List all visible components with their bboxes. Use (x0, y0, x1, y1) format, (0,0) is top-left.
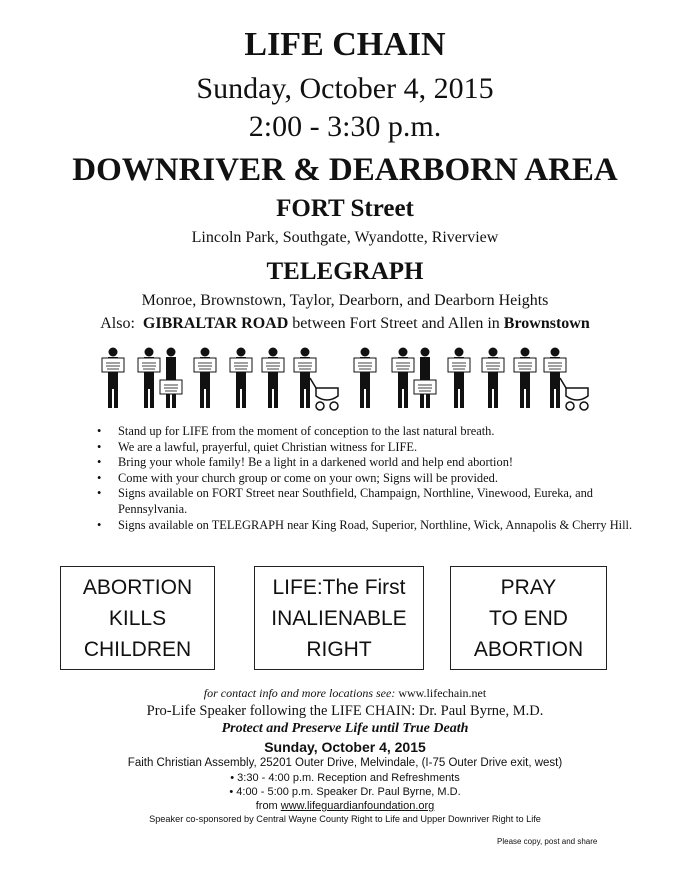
speaker-line: Pro-Life Speaker following the LIFE CHAIN: Dr. Paul Byrne, M.D. (146, 703, 544, 719)
foundation-link[interactable]: www.lifeguardianfoundation.org (280, 800, 435, 812)
person-head-icon (489, 348, 498, 357)
schedule-text: 3:30 - 4:00 p.m. Reception and Refreshments (237, 772, 460, 784)
telegraph-heading: TELEGRAPH (266, 258, 424, 285)
bullet-item: • Signs available on FORT Street near Southfield, Champaign, Northline, Vinewood, Eureka, and Pennsylvania. (97, 486, 637, 517)
person-head-icon (109, 348, 118, 357)
schedule-item: • 3:30 - 4:00 p.m. Reception and Refreshments (230, 772, 460, 784)
protest-sign-icon (544, 358, 566, 372)
fort-street-cities: Lincoln Park, Southgate, Wyandotte, Riverview (191, 229, 499, 246)
stroller-icon (566, 388, 588, 400)
also-prefix: Also: (100, 315, 135, 332)
venue-line: Faith Christian Assembly, 25201 Outer Drive, Melvindale, (I-75 Outer Drive exit, west) (127, 757, 563, 769)
fort-street-heading: FORT Street (276, 195, 414, 222)
sign-line: ABORTION (82, 575, 193, 599)
person-head-icon (361, 348, 370, 357)
person-head-icon (551, 348, 560, 357)
person-head-icon (201, 348, 210, 357)
also-city: Brownstown (503, 315, 590, 332)
info-bullet-list (97, 424, 637, 533)
sign-line: LIFE:The First (272, 575, 406, 599)
contact-prefix: for contact info and more locations see: (203, 686, 396, 700)
person-head-icon (167, 348, 176, 357)
area-heading: DOWNRIVER & DEARBORN AREA (72, 152, 618, 188)
event-time: 2:00 - 3:30 p.m. (248, 110, 442, 143)
protest-sign-icon (514, 358, 536, 372)
protest-sign-icon (294, 358, 316, 372)
schedule-item: • 4:00 - 5:00 p.m. Speaker Dr. Paul Byrne, M.D. (229, 786, 461, 798)
sign-line: CHILDREN (83, 637, 192, 661)
share-note: Please copy, post and share (497, 837, 598, 846)
sign-line: INALIENABLE (271, 606, 407, 630)
protest-sign-icon (138, 358, 160, 372)
sponsor-line: Speaker co-sponsored by Central Wayne County Right to Life and Upper Downriver Right to Life (149, 814, 541, 824)
telegraph-cities: Monroe, Brownstown, Taylor, Dearborn, and Dearborn Heights (141, 292, 549, 309)
bullet-item: • We are a lawful, prayerful, quiet Christian witness for LIFE. (97, 440, 637, 456)
speaker-date: Sunday, October 4, 2015 (264, 739, 426, 755)
protest-sign-icon (448, 358, 470, 372)
event-date: Sunday, October 4, 2015 (196, 72, 494, 105)
person-head-icon (421, 348, 430, 357)
protest-sign-icon (102, 358, 124, 372)
protest-sign-icon (262, 358, 284, 372)
flyer-title: LIFE CHAIN (244, 26, 446, 63)
bullet-item: • Bring your whole family! Be a light in a darkened world and help end abortion! (97, 455, 637, 471)
sign-box-life-first-right (254, 566, 424, 670)
from-prefix: from (255, 800, 278, 812)
also-line (0, 315, 690, 333)
sign-line: PRAY (500, 575, 557, 599)
also-road: GIBRALTAR ROAD (142, 315, 289, 332)
bullet-item: • Signs available on TELEGRAPH near King Road, Superior, Northline, Wick, Annapolis & Cherry Hill. (97, 518, 637, 534)
sign-box-pray-to-end-abortion (450, 566, 607, 670)
protest-sign-icon (160, 380, 182, 394)
protest-sign-icon (230, 358, 252, 372)
protest-sign-icon (414, 380, 436, 394)
sign-line: TO END (489, 606, 568, 630)
sign-line: RIGHT (306, 637, 372, 661)
protest-sign-icon (392, 358, 414, 372)
bullet-item: • Stand up for LIFE from the moment of conception to the last natural breath. (97, 424, 637, 440)
protest-sign-icon (194, 358, 216, 372)
life-chain-crowd-illustration (90, 346, 600, 414)
person-head-icon (455, 348, 464, 357)
also-between: between Fort Street and Allen in (292, 315, 500, 332)
person-head-icon (145, 348, 154, 357)
sign-line: ABORTION (473, 637, 584, 661)
sign-line: KILLS (108, 606, 167, 630)
protest-sign-icon (482, 358, 504, 372)
schedule-text: 4:00 - 5:00 p.m. Speaker Dr. Paul Byrne, M.D. (236, 786, 461, 798)
from-line (0, 800, 690, 812)
person-head-icon (399, 348, 408, 357)
person-head-icon (521, 348, 530, 357)
contact-url[interactable]: www.lifechain.net (398, 686, 487, 700)
contact-line (0, 686, 690, 701)
sign-box-abortion-kills-children (60, 566, 215, 670)
stroller-icon (316, 388, 338, 400)
motto: Protect and Preserve Life until True Death (221, 721, 469, 736)
person-head-icon (237, 348, 246, 357)
person-head-icon (269, 348, 278, 357)
person-head-icon (301, 348, 310, 357)
protest-sign-icon (354, 358, 376, 372)
bullet-item: • Come with your church group or come on your own; Signs will be provided. (97, 471, 637, 487)
